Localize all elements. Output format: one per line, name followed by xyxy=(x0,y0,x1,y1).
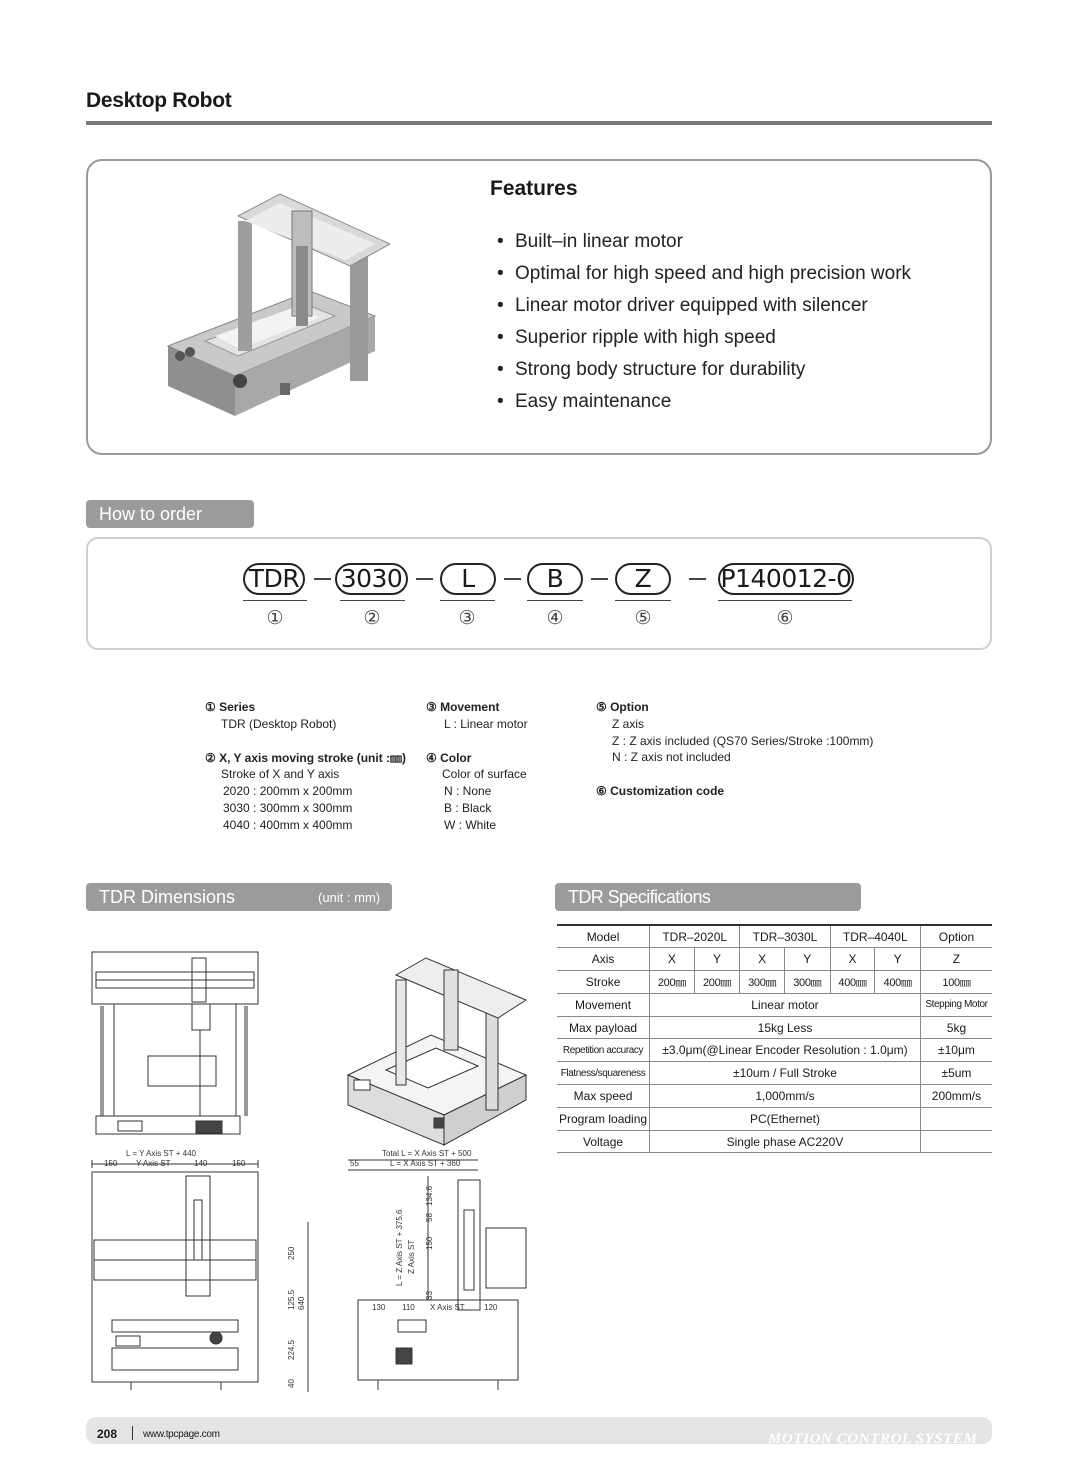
table-cell: ±10um / Full Stroke xyxy=(650,1062,921,1085)
legend-stroke-heading: ② X, Y axis moving stroke (unit :㎜) xyxy=(205,750,407,765)
features-list xyxy=(497,226,911,418)
legend-col-3 xyxy=(596,699,873,800)
feature-item: • Strong body structure for durability xyxy=(497,359,806,380)
legend-line: 3030 : 300mm x 300mm xyxy=(223,800,353,815)
dim-label: 150 xyxy=(425,1236,434,1250)
table-cell: 5kg xyxy=(920,1016,992,1039)
dim-label: Y Axis ST xyxy=(136,1159,171,1168)
table-cell: Flatness/squareness xyxy=(557,1062,650,1085)
code-dash xyxy=(504,578,521,580)
table-cell: 300㎜ xyxy=(740,971,785,994)
top-view-drawing xyxy=(92,952,258,1134)
table-cell: Axis xyxy=(557,948,650,971)
table-row xyxy=(557,1039,992,1062)
table-row xyxy=(557,1085,992,1108)
footer-separator xyxy=(132,1426,133,1440)
code-dash xyxy=(591,578,608,580)
title-rule xyxy=(86,121,992,125)
legend-col-1 xyxy=(205,699,406,834)
legend-line: TDR (Desktop Robot) xyxy=(221,716,337,731)
table-cell: ±3.0μm(@Linear Encoder Resolution : 1.0μm) xyxy=(650,1039,921,1062)
dimensions-unit: (unit : mm) xyxy=(318,890,381,905)
table-cell: Movement xyxy=(557,993,650,1016)
legend-line: Z : Z axis included (QS70 Series/Stroke :100mm) xyxy=(612,733,874,748)
table-cell: Stroke xyxy=(557,971,650,994)
code-number: ⑤ xyxy=(634,607,652,629)
order-code-movement: L xyxy=(440,563,496,595)
dim-label: 150 xyxy=(104,1159,118,1168)
table-cell: Single phase AC220V xyxy=(650,1130,921,1153)
legend-line: N : Z axis not included xyxy=(612,750,731,765)
desktop-robot-illustration xyxy=(160,186,390,426)
table-cell: Model xyxy=(557,925,650,948)
table-cell: Linear motor xyxy=(650,993,921,1016)
how-to-order-tab: How to order xyxy=(86,500,254,528)
table-cell: Program loading xyxy=(557,1107,650,1130)
legend-line: 4040 : 400mm x 400mm xyxy=(223,817,353,832)
table-cell: Voltage xyxy=(557,1130,650,1153)
table-cell: X xyxy=(740,948,785,971)
page-number: 208 xyxy=(97,1427,118,1441)
code-underline xyxy=(340,600,405,601)
feature-item: • Optimal for high speed and high precision work xyxy=(497,263,912,284)
code-number: ③ xyxy=(458,607,476,629)
front-view-drawing xyxy=(92,1160,308,1392)
code-underline xyxy=(718,600,852,601)
legend-color-heading: ④ Color xyxy=(426,750,472,765)
dim-label: L = Z Axis ST + 375.6 xyxy=(395,1209,404,1286)
dim-label: 130 xyxy=(372,1303,386,1312)
table-cell: 1,000mm/s xyxy=(650,1085,921,1108)
table-cell: TDR–3030L xyxy=(740,925,830,948)
dim-label: 33 xyxy=(425,1291,434,1300)
table-row xyxy=(557,1062,992,1085)
table-cell: 100㎜ xyxy=(920,971,992,994)
dim-label: Z Axis ST xyxy=(407,1239,416,1274)
legend-custom-heading: ⑥ Customization code xyxy=(596,784,725,799)
table-cell: 200mm/s xyxy=(920,1085,992,1108)
order-code-color: B xyxy=(527,563,583,595)
table-cell: Y xyxy=(875,948,921,971)
table-row xyxy=(557,1107,992,1130)
dim-label: 224.5 xyxy=(287,1339,296,1360)
table-cell: PC(Ethernet) xyxy=(650,1107,921,1130)
order-code-option: Z xyxy=(615,563,671,595)
code-dash xyxy=(314,578,331,580)
code-underline xyxy=(440,600,495,601)
table-cell: 400㎜ xyxy=(875,971,921,994)
dim-label: 120 xyxy=(484,1303,498,1312)
dimensions-title: TDR Dimensions xyxy=(99,887,236,907)
specifications-table xyxy=(557,924,992,1153)
table-cell: ±5um xyxy=(920,1062,992,1085)
table-cell: Max payload xyxy=(557,1016,650,1039)
dimension-drawings xyxy=(86,940,534,1400)
code-number: ① xyxy=(266,607,284,629)
legend-line: B : Black xyxy=(444,800,492,815)
order-code-stroke: 3030 xyxy=(335,563,408,595)
legend-line: N : None xyxy=(444,784,492,799)
table-cell: Repetition accuracy xyxy=(557,1039,650,1062)
table-cell: 200㎜ xyxy=(650,971,695,994)
dim-label: 110 xyxy=(402,1303,415,1312)
legend-option-heading: ⑤ Option xyxy=(596,700,649,714)
legend-col-2 xyxy=(426,699,528,834)
dim-label: L = Y Axis ST + 440 xyxy=(126,1149,196,1158)
order-code-series: TDR xyxy=(243,563,305,595)
dim-label: 40 xyxy=(287,1379,296,1388)
code-number: ④ xyxy=(546,607,564,629)
dim-label: 250 xyxy=(287,1246,296,1260)
footer-brand: MOTION CONTROL SYSTEM xyxy=(768,1431,978,1447)
table-row xyxy=(557,948,992,971)
perspective-view-drawing xyxy=(348,958,526,1145)
table-cell: Stepping Motor xyxy=(920,993,992,1016)
dim-label: 640 xyxy=(297,1296,306,1310)
legend-line: Z axis xyxy=(612,716,645,731)
feature-item: • Linear motor driver equipped with silencer xyxy=(497,295,868,316)
dim-label: 140 xyxy=(194,1159,208,1168)
table-row xyxy=(557,1130,992,1153)
table-cell: TDR–4040L xyxy=(830,925,920,948)
feature-item: • Built–in linear motor xyxy=(497,231,683,252)
table-cell: X xyxy=(830,948,875,971)
table-cell xyxy=(920,1130,992,1153)
legend-series-heading: ① Series xyxy=(205,700,256,714)
legend-line: 2020 : 200mm x 200mm xyxy=(223,784,353,799)
code-dash xyxy=(689,578,706,580)
dimension-labels xyxy=(104,1149,498,1388)
dim-label: 55 xyxy=(350,1159,359,1168)
code-underline xyxy=(615,600,671,601)
code-number: ⑥ xyxy=(776,607,794,629)
code-dash xyxy=(416,578,433,580)
code-underline xyxy=(243,600,307,601)
table-cell: Y xyxy=(694,948,740,971)
specifications-tab: TDR Specifications xyxy=(555,883,861,911)
table-row xyxy=(557,993,992,1016)
table-cell: 200㎜ xyxy=(694,971,740,994)
table-cell: 15kg Less xyxy=(650,1016,921,1039)
legend-movement-heading: ③ Movement xyxy=(426,700,500,714)
dim-label: 125.5 xyxy=(287,1289,296,1310)
legend-line: W : White xyxy=(444,817,497,832)
table-cell: Option xyxy=(920,925,992,948)
table-row xyxy=(557,1016,992,1039)
dim-label: 150 xyxy=(232,1159,246,1168)
table-row xyxy=(557,925,992,948)
table-cell: Y xyxy=(785,948,831,971)
code-number: ② xyxy=(363,607,381,629)
features-heading: Features xyxy=(490,177,578,200)
dim-label: X Axis ST xyxy=(430,1303,465,1312)
feature-item: • Easy maintenance xyxy=(497,391,672,412)
table-cell: TDR–2020L xyxy=(650,925,740,948)
dimensions-tab xyxy=(86,883,392,911)
table-cell: 400㎜ xyxy=(830,971,875,994)
footer-website: www.tpcpage.com xyxy=(143,1429,220,1440)
side-view-drawing xyxy=(348,1160,526,1390)
dim-label: L = X Axis ST + 360 xyxy=(390,1159,461,1168)
table-cell: Z xyxy=(920,948,992,971)
legend-line: Color of surface xyxy=(442,767,527,782)
dim-label: 134.6 xyxy=(425,1185,434,1206)
dim-label: 58 xyxy=(425,1213,434,1222)
table-cell: X xyxy=(650,948,695,971)
code-underline xyxy=(527,600,583,601)
table-cell: ±10μm xyxy=(920,1039,992,1062)
table-cell: Max speed xyxy=(557,1085,650,1108)
table-cell: 300㎜ xyxy=(785,971,831,994)
legend-line: Stroke of X and Y axis xyxy=(221,767,340,782)
order-code-custom: P140012-0 xyxy=(718,563,854,595)
table-cell xyxy=(920,1107,992,1130)
page-title: Desktop Robot xyxy=(86,89,232,112)
feature-item: • Superior ripple with high speed xyxy=(497,327,776,348)
legend-line: L : Linear motor xyxy=(444,716,528,731)
dim-label: Total L = X Axis ST + 500 xyxy=(382,1149,472,1158)
table-row xyxy=(557,971,992,994)
